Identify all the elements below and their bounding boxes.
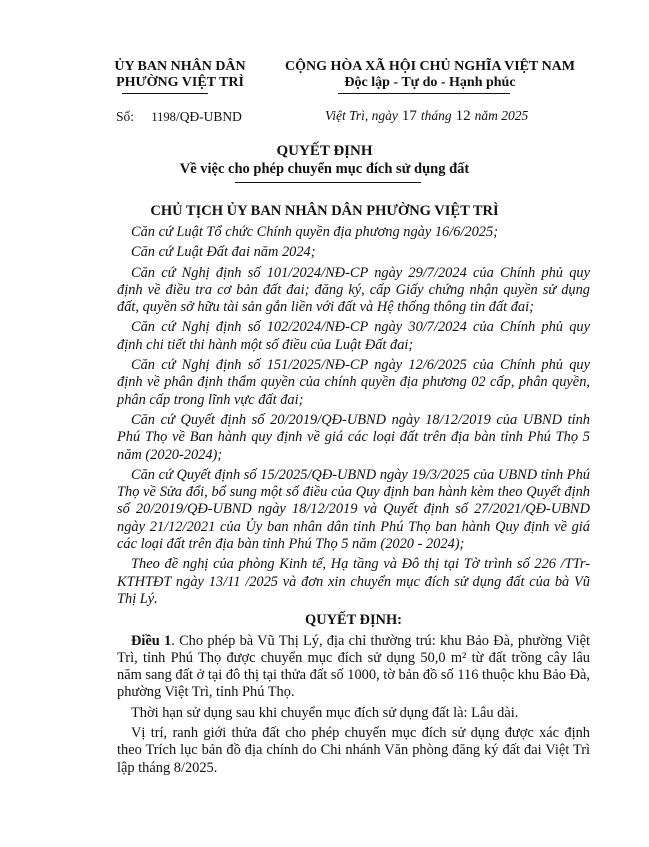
authority-underline [122,93,208,94]
national-motto: Độc lập - Tự do - Hạnh phúc [344,75,516,90]
document-number-value: 1198 [151,110,176,124]
date-day: 17 [401,108,417,124]
legal-basis-item: Căn cứ Quyết định số 15/2025/QĐ-UBND ngày 19/3/2025 của UBND tỉnh Phú Thọ về Sửa đổi, bổ sung một số điều của Quy định ban hành kèm theo Quyết định số 20/2019/QĐ-UBND ngày 18/12/2019 và Quyết định số 27/2021/QĐ-UBND ngày 21/12/2021 của Ủy ban nhân dân tỉnh Phú Thọ ban hành Quy định về giá các loại đất trên địa bàn tỉnh Phú Thọ 5 năm (2020 - 2024); [117,466,590,553]
signing-authority: CHỦ TỊCH ỦY BAN NHÂN DÂN PHƯỜNG VIỆT TRÌ [150,203,499,219]
document-date [325,108,528,125]
issuing-authority [95,59,265,91]
date-year: năm 2025 [474,108,529,123]
legal-basis-item: Căn cứ Quyết định số 20/2019/QĐ-UBND ngày 18/12/2019 của UBND tỉnh Phú Thọ về Ban hành quy định về giá các loại đất trên địa bàn tỉnh Phú Thọ 5 năm (2020-2024); [117,411,590,463]
legal-basis-item: Căn cứ Nghị định số 151/2025/NĐ-CP ngày 12/6/2025 của Chính phủ quy định về phân định thẩm quyền của chính quyền địa phương 02 cấp, phân quyền, phân cấp trong lĩnh vực đất đai; [117,357,590,408]
legal-basis-item: Căn cứ Nghị định số 102/2024/NĐ-CP ngày 30/7/2024 của Chính phủ quy định chi tiết thi hành một số điều của Luật Đất đai; [117,319,590,353]
national-name: CỘNG HÒA XÃ HỘI CHỦ NGHĨA VIỆT NAM [284,59,575,74]
document-number-prefix: Số: [116,109,135,124]
article-1 [117,633,590,702]
document-number [116,109,242,125]
issuing-authority-line1: ỦY BAN NHÂN DÂN [114,59,246,74]
document-number-suffix: /QĐ-UBND [175,109,242,124]
date-month: 12 [455,108,471,124]
document-title: QUYẾT ĐỊNH [276,143,373,159]
article-1-label: Điều 1 [131,632,172,649]
subtitle-underline [235,182,421,183]
national-header [270,59,590,91]
legal-basis-item: Căn cứ Luật Đất đai năm 2024; [131,244,316,261]
motto-underline [338,93,510,94]
legal-basis-item: Căn cứ Luật Tổ chức Chính quyền địa phương ngày 16/6/2025; [131,224,498,240]
date-place: Việt Trì, ngày [325,108,398,123]
land-parcel-location: Vị trí, ranh giới thửa đất cho phép chuyển mục đích sử dụng được xác định theo Trích lục bản đồ địa chính do Chi nhánh Văn phòng đăng ký đất đai Việt Trì lập tháng 8/2025. [117,725,590,776]
article-1-text: . Cho phép bà Vũ Thị Lý, địa chỉ thường trú: khu Bảo Đà, phường Việt Trì, tỉnh Phú Thọ được chuyển mục đích sử dụng 50,0 m² từ đất trồng cây lâu năm sang đất ở tại đô thị tại thửa đất số 1000, tờ bản đồ số 116 thuộc khu Bảo Đà, phường Việt Trì, tỉnh Phú Thọ. [117,632,590,701]
legal-basis-item: Theo đề nghị của phòng Kinh tế, Hạ tầng và Đô thị tại Tờ trình số 226 /TTr-KTHTĐT ngày 13/11 /2025 và đơn xin chuyển mục đích sử dụng đất của bà Vũ Thị Lý. [117,556,590,607]
issuing-authority-line2: PHƯỜNG VIỆT TRÌ [116,75,244,90]
land-use-term: Thời hạn sử dụng sau khi chuyển mục đích sử dụng đất là: Lâu dài. [131,704,519,721]
legal-basis-item: Căn cứ Nghị định số 101/2024/NĐ-CP ngày 29/7/2024 của Chính phủ quy định về điều tra cơ bản đất đai; đăng ký, cấp Giấy chứng nhận quyền sử dụng đất, quyền sở hữu tài sản gắn liền với đất và Hệ thống thông tin đất đai; [117,264,590,316]
document-body [117,224,590,777]
decision-heading: QUYẾT ĐỊNH: [305,612,402,629]
document-subtitle: Về việc cho phép chuyển mục đích sử dụng đất [179,161,470,177]
date-month-word: tháng [420,108,452,123]
